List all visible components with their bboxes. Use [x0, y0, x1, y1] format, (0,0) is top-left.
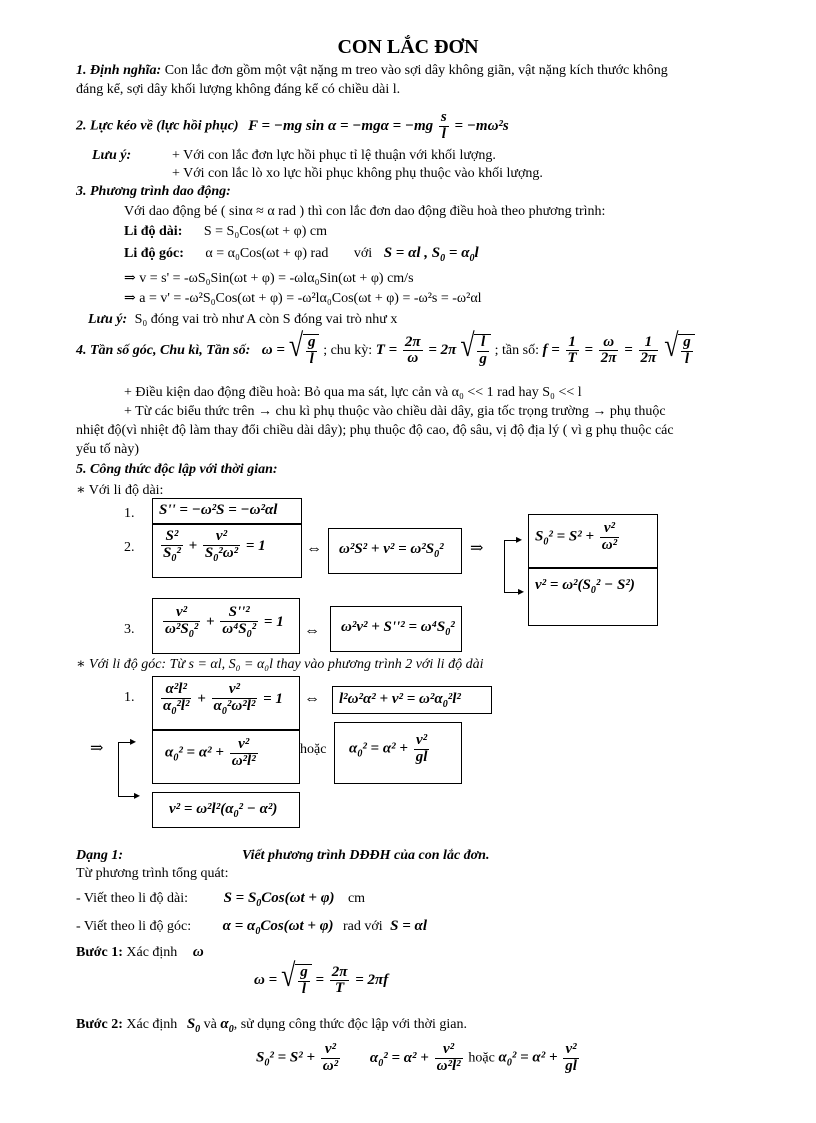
section-3-heading: 3. Phương trình dao động:: [76, 184, 231, 199]
section-3-note: Lưu ý: S₀ đóng vai trò như A còn S đóng vai trò như x: [88, 312, 398, 327]
bullet-li-do-goc: ∗ Với li độ góc: Từ s = αl, S₀ = α₀l thay vào phương trình 2 với li độ dài: [76, 657, 484, 672]
li-do-dai-line: Li độ dài: S = S₀Cos(ωt + φ) cm: [124, 224, 328, 239]
equiv-arrow-2: ⇔: [304, 622, 320, 639]
section-4-p1: + Điều kiện dao động điều hoà: Bỏ qua ma sát, lực cản và α₀ << 1 rad hay S₀ << l: [124, 385, 582, 400]
angle-box-1b: $l^2\omega^2\alpha^2 + v^2 = \omega^2\alpha_0^2l^2$: [332, 686, 492, 714]
angle-box-3: $v^2 = \omega^2l^2(\alpha_0^2 - \alpha^2)$: [152, 792, 300, 828]
page-title: CON LẮC ĐƠN: [337, 36, 479, 58]
equiv-arrow-3: ⇔: [304, 690, 320, 707]
section-3-intro: Với dao động bé ( sinα ≈ α rad ) thì con lắc đơn dao động điều hoà theo phương trình:: [124, 204, 606, 219]
definition-line-1: [76, 63, 668, 79]
velocity-equation: ⇒ v = s' = -ωS₀Sin(ωt + φ) = -ωlα₀Sin(ωt + φ) cm/s: [124, 271, 414, 286]
formula-box-1: S'' = −ω²S = −ω²αl: [152, 498, 302, 524]
formula-box-2: $\frac{\text{S²}}{S_0^2}$ + $\frac{\text{v²}}{S_0^2\omega^2}$ = 1: [152, 524, 302, 578]
section-2-note-label: Lưu ý:: [92, 148, 132, 163]
viet-dai-line: - Viết theo li độ dài: $S = S_0Cos(\omega t + \varphi)$ cm: [76, 890, 366, 909]
section-4-p2a: + Từ các biểu thức trên → chu kì phụ thuộc vào chiều dài dây, gia tốc trọng trường → phụ thuộc: [124, 404, 666, 419]
hoac-1: hoặc: [300, 742, 327, 757]
acceleration-equation: ⇒ a = v' = -ω²S₀Cos(ωt + φ) = -ω²lα₀Cos(ωt + φ) = -ω²s = -ω²αl: [124, 291, 482, 306]
section-4-p2b: nhiệt độ(vì nhiệt độ làm thay đổi chiều dài dây); phụ thuộc độ cao, độ sâu, vị độ địa lý ( vì g phụ thuộc các: [76, 423, 674, 438]
formula-box-v: $v^2 = \omega^2(S_0^2 - S^2)$: [528, 568, 658, 626]
section-2-heading: 2. Lực kéo về (lực hồi phục): [76, 118, 239, 134]
bracket-line-2: [118, 742, 133, 797]
angle-box-2b: $\alpha_0^2 = \alpha^2$ + $\frac{\text{v²}}{gl}$: [334, 722, 462, 784]
arrow-head-2: ▸: [518, 584, 525, 598]
section-1-heading: 1. Định nghĩa:: [76, 63, 162, 78]
section-2-line: [76, 110, 509, 143]
num-1: 1.: [124, 506, 135, 521]
bracket-line: [504, 540, 519, 593]
dang1-label: Dạng 1:: [76, 848, 124, 863]
formula-box-2b: $\omega^2S^2 + v^2 = \omega^2S_0^2$: [328, 528, 462, 574]
equiv-arrow-1: ⇔: [306, 540, 322, 557]
section-4-line: 4. Tần số góc, Chu kì, Tần số: ω = √ $\frac{g}{l}$ ; chu kỳ: T = $\frac{2\pi}{\omega}$ = 2π √ $\frac{l}{g}$ ; tần số: f = $\frac{1}{T}$ = $\frac{\omega}{2\pi}$ = $\frac{1}{2\pi}$ √ $\frac{g}{l}$: [76, 334, 695, 368]
bullet-li-do-dai: ∗ Với li độ dài:: [76, 483, 164, 498]
arrow-head-3: ▸: [130, 734, 137, 748]
angle-box-2: $\alpha_0^2 = \alpha^2$ + $\frac{\text{v²}}{\text{ω²l²}}$: [152, 730, 300, 784]
arrow-head-4: ▸: [134, 788, 141, 802]
implies-arrow-1: ⇒: [470, 540, 484, 557]
section-4-p2c: yếu tố này): [76, 442, 139, 457]
formula-box-s0: $S_0^2 = S^2$ + $\frac{\text{v²}}{\text{ω²}}$: [528, 514, 658, 568]
section-2-note-1: + Với con lắc đơn lực hồi phục tỉ lệ thuận với khối lượng.: [172, 148, 496, 163]
li-do-goc-line: Li độ góc: α = α₀Cos(ωt + φ) rad với S = αl , $S_0 = \alpha_0l$: [124, 245, 479, 264]
m-num-1: 1.: [124, 690, 135, 705]
num-3: 3.: [124, 622, 135, 637]
formula-box-3b: $\omega^2v^2 + S''^2 = \omega^4S_0^2$: [330, 606, 462, 652]
dang1-title: Viết phương trình DĐĐH của con lắc đơn.: [242, 848, 490, 863]
arrow-head-1: ▸: [516, 532, 523, 546]
implies-arrow-2: ⇒: [90, 740, 104, 757]
viet-goc-line: - Viết theo li độ góc: $\alpha = \alpha_0Cos(\omega t + \varphi)$ rad với S = αl: [76, 918, 428, 937]
definition-text-2: đáng kể, sợi dây khối lượng không đáng kể có chiều dài l.: [76, 82, 401, 97]
dang1-from: Từ phương trình tổng quát:: [76, 866, 229, 881]
buoc1-line: Bước 1: Xác định ω: [76, 944, 204, 960]
buoc2-line: Bước 2: Xác định $S_0$ và $\alpha_0$, sử dụng công thức độc lập với thời gian.: [76, 1016, 468, 1035]
omega-formula: ω = √ $\frac{g}{l}$ = $\frac{2\pi}{T}$ = 2πf: [254, 957, 389, 997]
formula-box-3: $\frac{\text{v²}}{\omega^2S_0^2}$ + $\frac{\text{S''²}}{\omega^4S_0^2}$ = 1: [152, 598, 300, 654]
section-5-heading: 5. Công thức độc lập với thời gian:: [76, 462, 278, 477]
restoring-force-formula: F = −mg sin α = −mgα = −mg $\frac{s}{l}$ = −mω²s: [248, 109, 509, 142]
final-formulas: $S_0^2 = S^2$ + $\frac{\text{v²}}{\text{ω²}}$ $\alpha_0^2 = \alpha^2$ + $\frac{\text{v²}}{\text{ω²l²}}$ hoặc $\alpha_0^2 = \alpha^2$ + $\frac{\text{v²}}{gl}$: [256, 1041, 577, 1074]
section-2-note-2: + Với con lắc lò xo lực hồi phục không phụ thuộc vào khối lượng.: [172, 166, 543, 181]
angle-box-1: $\frac{\text{α²l²}}{\alpha_0^2l^2}$ + $\frac{\text{v²}}{\alpha_0^2\omega^2l^2}$ = 1: [152, 676, 300, 730]
definition-text-1: Con lắc đơn gồm một vật nặng m treo vào sợi dây không giãn, vật nặng kích thước không: [164, 63, 668, 78]
num-2: 2.: [124, 540, 135, 555]
